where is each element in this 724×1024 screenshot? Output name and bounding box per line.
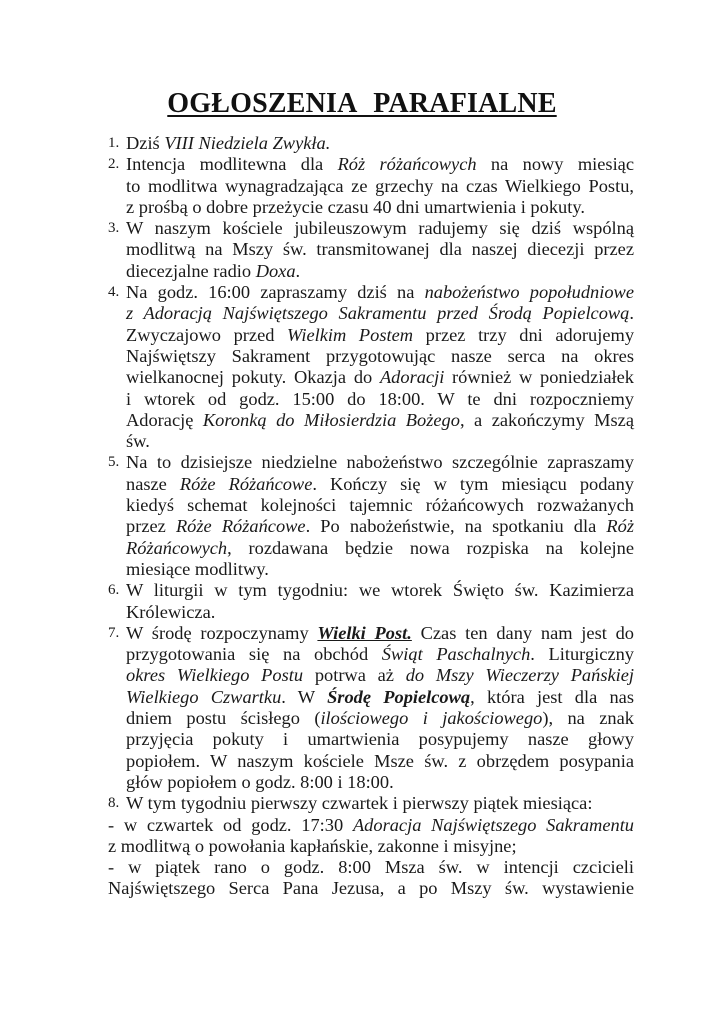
announcement-item	[108, 282, 634, 452]
emphasis-bold-underlined: Wielki Post.	[317, 622, 412, 643]
text-line	[126, 410, 634, 431]
text-segment: Zwyczajowo przed	[126, 324, 288, 345]
text-segment: W liturgii w tym tygodniu: we wtorek Święto św. Kazimierza	[126, 580, 634, 601]
text-line	[126, 303, 634, 324]
text-segment: również w poniedziałek	[444, 367, 634, 388]
emphasis-italic: Koronką do Miłosierdzia Bożego	[202, 409, 460, 430]
emphasis-italic: Świąt Paschalnych	[381, 644, 531, 665]
text-segment: - w piątek rano o godz. 8:00 Msza św. w intencji czcicieli	[108, 857, 634, 878]
announcement-item	[108, 452, 634, 580]
text-segment: . W	[281, 686, 328, 707]
announcement-item	[108, 218, 634, 282]
text-line	[126, 538, 634, 559]
emphasis-italic: Róż	[606, 516, 634, 537]
text-segment: Na godz. 16:00 zapraszamy dziś na	[126, 282, 425, 303]
item-number: 4.	[108, 284, 120, 301]
emphasis-italic: z Adoracją Najświętszego Sakramentu przed Środą Popielcową	[126, 303, 630, 324]
text-segment: popiołem. W naszym kościele Msze św. z obrzędem posypania	[126, 750, 634, 771]
emphasis-italic: Różańcowych	[126, 537, 228, 558]
text-segment: , a zakończymy Mszą	[459, 409, 634, 430]
text-segment: .	[629, 303, 634, 324]
text-segment: .	[295, 260, 301, 281]
emphasis-italic: Róże Różańcowe	[179, 473, 313, 494]
text-segment: na nowy miesiąc	[476, 154, 635, 175]
text-line	[108, 815, 634, 836]
text-segment: dniem postu ścisłego (	[126, 708, 321, 729]
text-segment: diecezjalne radio	[126, 260, 256, 281]
text-segment: , rozdawana będzie nowa rozpiska na kolejne	[227, 537, 634, 558]
text-segment: W naszym kościele jubileuszowym radujemy się dziś wspólną	[126, 218, 634, 239]
text-line	[126, 516, 634, 537]
emphasis-italic: do Mszy Wieczerzy Pańskiej	[405, 665, 635, 686]
text-segment: przez trzy dni adorujemy	[413, 324, 635, 345]
text-segment: ), na znak	[542, 708, 634, 729]
text-line	[126, 729, 634, 750]
item-number: 5.	[108, 454, 120, 471]
text-line	[126, 580, 634, 601]
text-line	[126, 261, 634, 282]
text-line	[126, 772, 634, 793]
text-line	[108, 878, 634, 899]
text-segment: Najświętszy Sakrament przygotowując nasze serca na okres	[126, 345, 634, 366]
text-segment: . Po nabożeństwie, na spotkaniu dla	[305, 516, 607, 537]
text-line	[126, 474, 634, 495]
text-line	[126, 665, 634, 686]
emphasis-italic: Adoracja Najświętszego Sakramentu	[352, 814, 635, 835]
emphasis-italic: Róże Różańcowe	[175, 516, 306, 537]
text-line	[126, 623, 634, 644]
text-line	[126, 346, 634, 367]
text-segment: , która jest dla nas	[470, 686, 634, 707]
text-segment: Adorację	[126, 409, 203, 430]
text-segment: . Kończy się w tym miesiącu podany	[312, 473, 634, 494]
text-line	[126, 282, 634, 303]
text-line	[126, 325, 634, 346]
text-segment: Intencja modlitewna dla	[126, 154, 338, 175]
text-segment: Czas ten dany nam jest do	[411, 622, 634, 643]
emphasis-italic: Adoracji	[379, 367, 445, 388]
item-number: 6.	[108, 582, 120, 599]
text-segment: . Liturgiczny	[530, 644, 634, 665]
announcement-item	[108, 793, 634, 899]
text-line	[126, 495, 634, 516]
item-number: 3.	[108, 220, 120, 237]
text-line	[126, 452, 634, 473]
text-line	[126, 793, 634, 814]
text-line	[126, 751, 634, 772]
text-line	[126, 389, 634, 410]
announcement-item	[108, 623, 634, 793]
emphasis-bold: Środę Popielcową	[327, 686, 471, 707]
text-segment: z prośbą o dobre przeżycie czasu 40 dni umartwienia i pokuty.	[126, 196, 585, 217]
text-segment: kiedyś schemat kolejności tajemnic różańcowych rozważanych	[126, 495, 634, 516]
text-segment: Królewicza.	[126, 601, 216, 622]
text-line	[126, 218, 634, 239]
text-segment: W tym tygodniu pierwszy czwartek i pierwszy piątek miesiąca:	[126, 793, 593, 814]
text-line	[126, 708, 634, 729]
emphasis-italic: VIII Niedziela Zwykła.	[164, 133, 331, 153]
text-line	[108, 857, 634, 878]
text-line	[126, 431, 634, 452]
text-segment: z modlitwą o powołania kapłańskie, zakonne i misyjne;	[108, 835, 517, 856]
text-line	[126, 197, 634, 218]
text-segment: przygotowania się na obchód	[126, 644, 382, 665]
page-title: OGŁOSZENIA PARAFIALNE	[167, 88, 557, 119]
text-segment: nasze	[126, 473, 180, 494]
text-segment: miesiące modlitwy.	[126, 558, 269, 579]
item-number: 7.	[108, 624, 120, 641]
announcement-item	[108, 133, 634, 154]
text-segment: modlitwą na Mszy św. transmitowanej dla naszej diecezji przez	[126, 239, 634, 260]
emphasis-italic: okres Wielkiego Postu	[126, 665, 304, 686]
text-line	[126, 602, 634, 623]
text-segment: Dziś	[126, 133, 165, 153]
text-segment: głów popiołem o godz. 8:00 i 18:00.	[126, 771, 394, 792]
announcement-item	[108, 580, 634, 623]
text-segment: potrwa aż	[303, 665, 406, 686]
emphasis-italic: Wielkiego Czwartku	[126, 686, 282, 707]
text-segment: Na to dzisiejsze niedzielne nabożeństwo szczególnie zapraszamy	[126, 452, 634, 473]
emphasis-italic: nabożeństwo popołudniowe	[424, 282, 634, 303]
emphasis-italic: Doxa	[255, 260, 296, 281]
text-line	[126, 644, 634, 665]
text-line	[126, 559, 634, 580]
text-segment: - w czwartek od godz. 17:30	[108, 814, 353, 835]
emphasis-italic: ilościowego i jakościowego	[320, 708, 543, 729]
text-segment: Najświętszego Serca Pana Jezusa, a po Mszy św. wystawienie	[108, 878, 634, 899]
text-line	[126, 239, 634, 260]
text-line	[126, 687, 634, 708]
text-line	[108, 836, 634, 857]
emphasis-italic: Wielkim Postem	[287, 324, 414, 345]
text-segment: przez	[126, 516, 176, 537]
text-line	[126, 154, 634, 175]
announcements-list	[108, 133, 634, 900]
text-line	[126, 176, 634, 197]
item-number: 8.	[108, 795, 120, 812]
item-number: 2.	[108, 156, 120, 173]
text-segment: przyjęcia pokuty i umartwienia posypujemy nasze głowy	[126, 729, 634, 750]
text-segment: św.	[126, 431, 150, 452]
text-line	[126, 133, 634, 154]
item-number: 1.	[108, 135, 120, 151]
text-segment: i wtorek od godz. 15:00 do 18:00. W te dni rozpoczniemy	[126, 388, 634, 409]
announcement-item	[108, 154, 634, 218]
text-line	[126, 367, 634, 388]
text-segment: wielkanocnej pokuty. Okazja do	[126, 367, 380, 388]
text-segment: to modlitwa wynagradzająca ze grzechy na czas Wielkiego Postu,	[126, 175, 634, 196]
text-segment: W środę rozpoczynamy	[126, 622, 318, 643]
emphasis-italic: Róż różańcowych	[337, 154, 477, 175]
